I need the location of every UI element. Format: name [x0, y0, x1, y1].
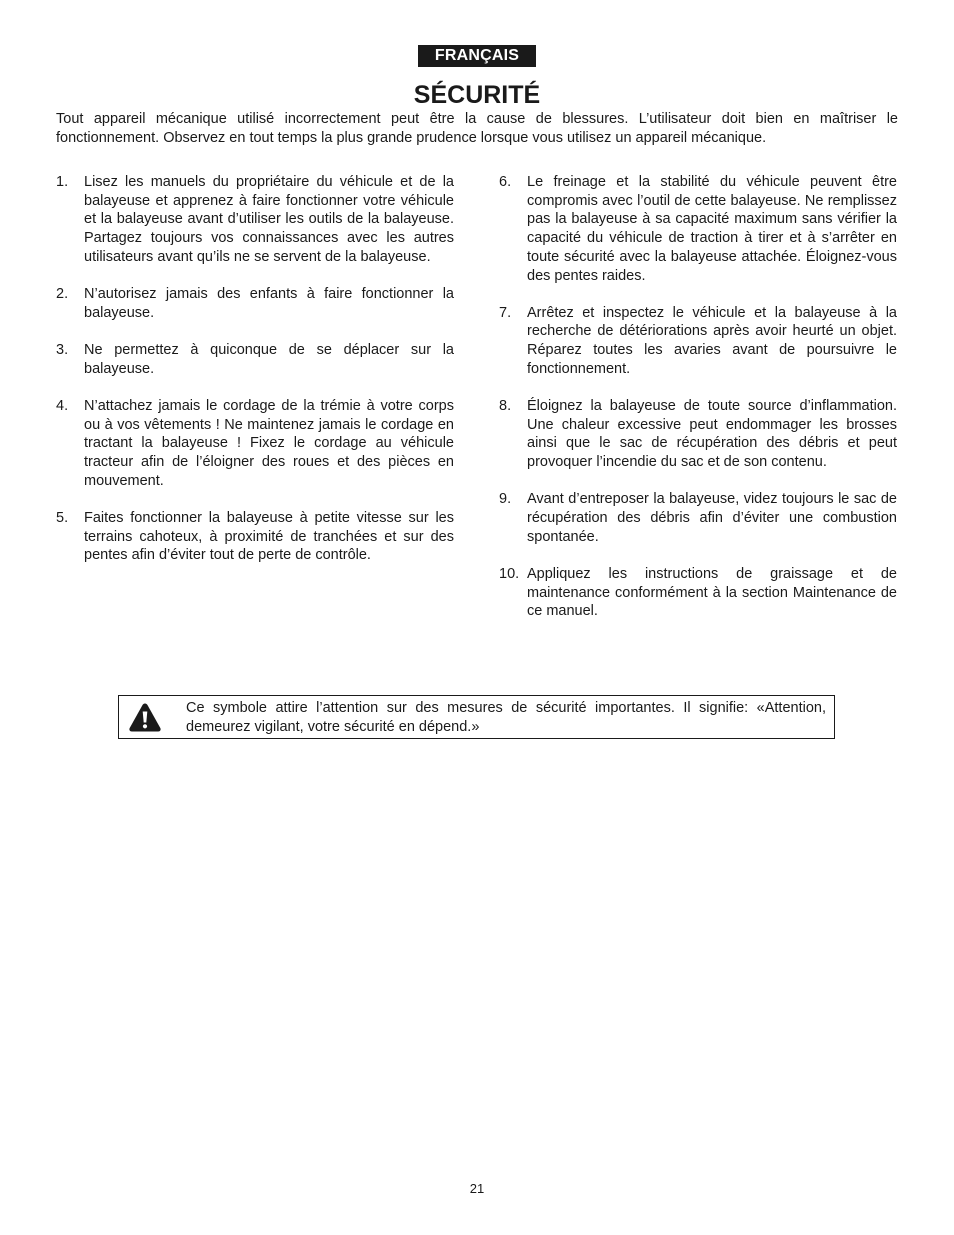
- list-item: [499, 490, 897, 546]
- list-item: [56, 341, 454, 378]
- item-number: 5.: [56, 509, 69, 526]
- item-number: 9.: [499, 491, 512, 508]
- list-item: [499, 397, 897, 472]
- intro-paragraph: Tout appareil mécanique utilisé incorrectement peut être la cause de blessures. L’utilisateur doit bien en maîtriser le fonctionnement. Observez en tout temps la plus grande prudence lorsque vous utilisez un appareil mécanique.: [56, 111, 898, 146]
- list-item: [499, 304, 897, 379]
- list-item: [56, 509, 454, 565]
- page-title: SÉCURITÉ: [413, 81, 541, 109]
- item-text: N’autorisez jamais des enfants à faire fonctionner la balayeuse.: [84, 286, 454, 321]
- item-number: 1.: [56, 174, 69, 190]
- list-item: [56, 285, 454, 322]
- safety-list-right: [499, 173, 897, 640]
- item-text: Faites fonctionner la balayeuse à petite vitesse sur les terrains cahoteux, à proximité de tranchées et sur des pentes afin d’éviter tout de perte de contrôle.: [84, 509, 454, 564]
- item-number: 3.: [56, 341, 69, 358]
- item-number: 7.: [499, 304, 512, 321]
- safety-list-left: [56, 173, 454, 583]
- item-number: 6.: [499, 174, 512, 190]
- item-text: Ne permettez à quiconque de se déplacer sur la balayeuse.: [84, 341, 454, 377]
- list-item: [499, 173, 897, 285]
- list-item: [56, 173, 454, 267]
- item-number: 4.: [56, 397, 69, 414]
- item-text: Avant d’entreposer la balayeuse, videz toujours le sac de récupération des débris afin d’éviter une combustion spontanée.: [527, 491, 897, 545]
- item-number: 2.: [56, 286, 69, 303]
- warning-triangle-icon: [128, 701, 162, 733]
- page-number: 21: [469, 1181, 485, 1196]
- item-text: Arrêtez et inspectez le véhicule et la balayeuse à la recherche de détériorations après avoir heurté un objet. Réparez toutes les avaries avant de poursuivre le fonctionnement.: [527, 304, 897, 377]
- item-text: Lisez les manuels du propriétaire du véhicule et de la balayeuse et apprenez à faire fonctionner votre véhicule et la balayeuse avant d’utiliser les outils de la balayeuse. Partagez toujours vos connaissances avec les autres utilisateurs avant qu’ils ne se servent de la balayeuse.: [84, 174, 454, 265]
- item-number: 8.: [499, 398, 512, 415]
- item-text: Le freinage et la stabilité du véhicule peuvent être compromis avec l’outil de cette balayeuse. Ne remplissez pas la balayeuse à sa capacité maximum sans vérifier la capacité du véhicule de traction à tirer et à s’arrêter en toute sécurité avec la balayeuse attachée. Éloignez-vous des pentes raides.: [527, 174, 897, 284]
- item-number: 10.: [499, 565, 520, 582]
- warning-text: Ce symbole attire l’attention sur des mesures de sécurité importantes. Il signifie: «Attention, demeurez vigilant, votre sécurité en dépend.»: [186, 700, 826, 735]
- item-text: N’attachez jamais le cordage de la trémie à votre corps ou à vos vêtements ! Ne maintenez jamais le cordage en tractant la balayeuse ! Fixez le cordage au véhicule tracteur afin de l’éloigner des roues et des pièces en mouvement.: [84, 397, 454, 489]
- item-text: Éloignez la balayeuse de toute source d’inflammation. Une chaleur excessive peut endommager les brosses ainsi que le sac de récupération des débris et peut provoquer l’incendie du sac et de son contenu.: [527, 398, 897, 471]
- safety-warning-box: [118, 695, 835, 739]
- list-item: [499, 565, 897, 621]
- list-item: [56, 397, 454, 491]
- item-text: Appliquez les instructions de graissage et de maintenance conformément à la section Maintenance de ce manuel.: [527, 565, 897, 620]
- language-badge: FRANÇAIS: [418, 45, 536, 67]
